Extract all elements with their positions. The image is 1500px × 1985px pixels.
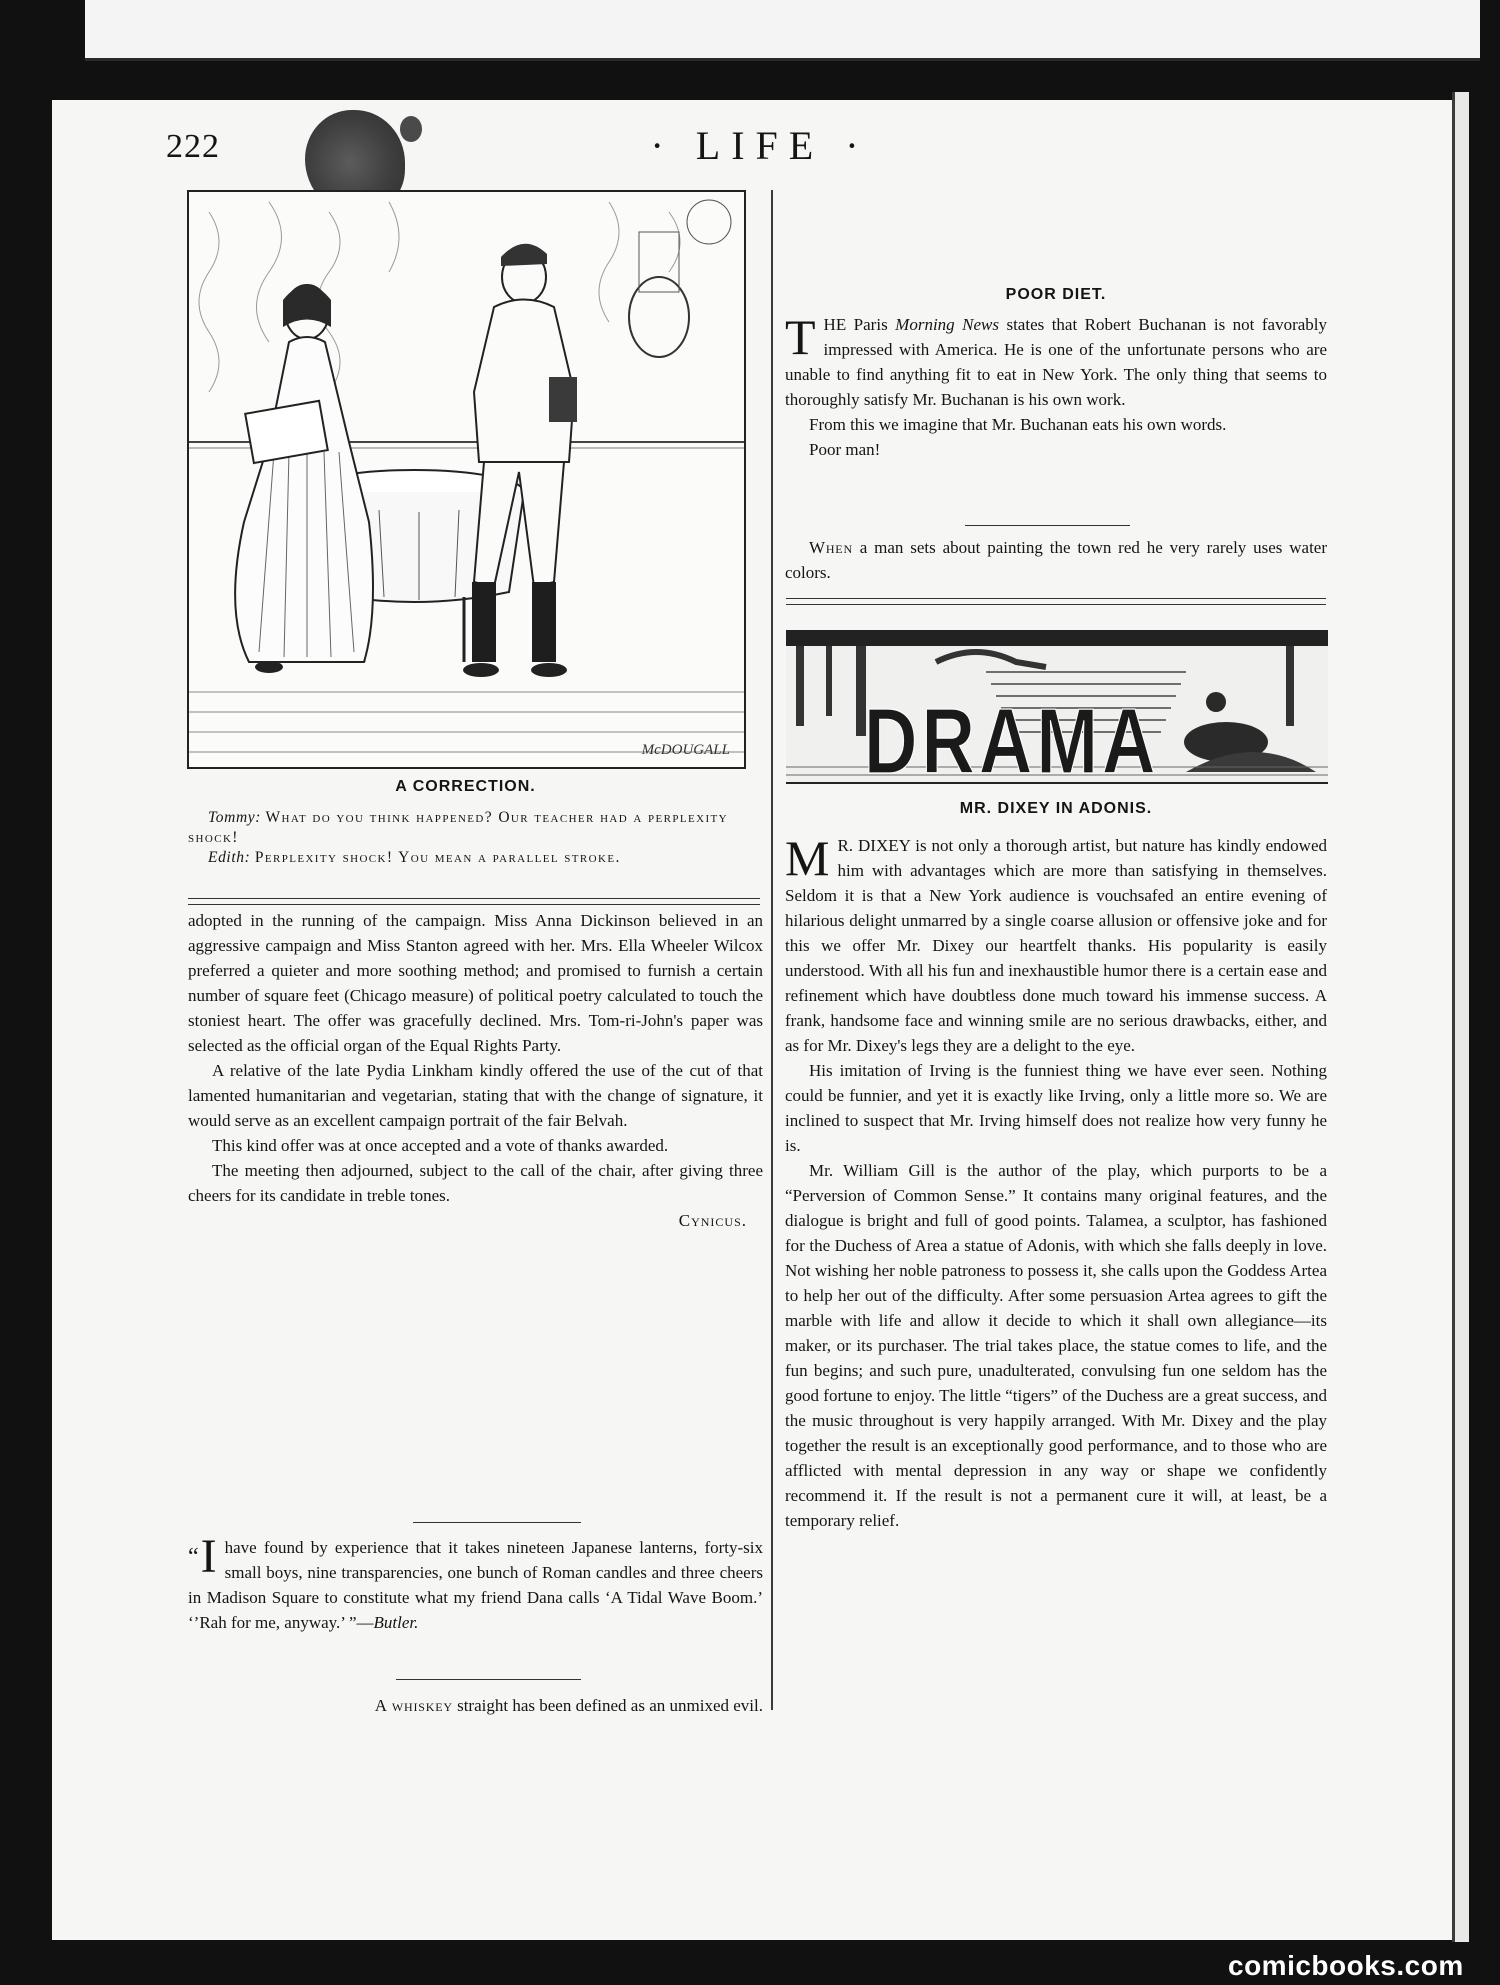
adonis-paragraph: His imitation of Irving is the funniest thing we have ever seen. Nothing could be funnier, and yet it is exactly like Irving, only a little more so. We are inclined to suspect that Mr. Irving himself does not realize how very funny he is. [785,1061,1327,1155]
adonis-paragraph: Mr. William Gill is the author of the play, which purports to be a “Perversion of Common Sense.” It contains many original features, and the dialogue is bright and full of good points. Talamea, a sculptor, has fashioned for the Duchess of Area a statue of Adonis, with which she falls deeply in love. Not wishing her noble patroness to possess it, she calls upon the Goddess Artea to help her out of the difficulty. After some persuasion Artea agrees to gift the marble with life and allow it decide to which it shall own allegiance—its maker, or its purchaser. The trial takes place, the statue comes to life, and the fun begins; and such pure, unadulterated, convulsing fun one seldom has the good fortune to enjoy. The little “tigers” of the Duchess are a great success, and the music throughout is very happily arranged. With Mr. Dixey and the play together the result is an exceptionally good performance, and to those who are afflicted with mental depression in any way or shape we confidently recommend it. If the result is not a permanent cure it will, at least, be a temporary relief. [785,1161,1327,1530]
section-divider [786,598,1326,605]
butler-attribution: Butler. [373,1613,419,1632]
poor-diet-text-b: states that Robert Buchanan is not favorably impressed with America. He is one of the unfortunate persons who are unable to find anything fit to eat in New York. The only thing that seems to thoroughly satisfy Mr. Buchanan is his own work. [785,315,1328,409]
adonis-title: MR. DIXEY IN ADONIS. [959,800,1153,817]
cartoon-dialog [188,808,743,868]
newspaper-name: Morning News [895,315,999,334]
poor-diet-dropcap: T [785,309,816,365]
page-edge [1452,92,1469,1942]
short-divider [413,1522,581,1523]
column-divider [771,190,773,1710]
ink-stain-drop [400,116,422,142]
when-text: a man sets about painting the town red he very rarely uses water colors. [785,538,1327,582]
dialog-line-tommy [188,808,743,848]
article-paragraph: This kind offer was at once accepted and a vote of thanks awarded. [212,1136,669,1155]
butler-text: have found by experience that it takes nineteen Japanese lanterns, forty-six small boys, nine transparencies, one bunch of Roman candles and three cheers in Madison Square to constitute what my friend Dana calls ‘A Tidal Wave Boom.’ ‘’Rah for me, anyway.’ ”— [188,1538,763,1632]
when-lead: When [809,538,853,557]
adonis-dropcap: M [785,830,830,886]
article-paragraph: The meeting then adjourned, subject to the call of the chair, after giving three cheers for its candidate in treble tones. [188,1161,763,1205]
site-watermark: comicbooks.com [1228,1950,1464,1981]
short-divider [396,1679,581,1680]
butler-quote [188,1530,763,1635]
article-paragraph: A relative of the late Pydia Linkham kindly offered the use of the cut of that lamented humanitarian and vegetarian, stating that with the change of signature, it would serve as an excellent campaign portrait of the fair Belvah. [188,1061,763,1130]
cartoon-illustration [187,190,746,769]
cartoon-drawing [189,192,744,767]
poor-diet-paragraph: Poor man! [809,440,881,459]
dialog-text-tommy: What do you think happened? Our teacher had a perplexity shock! [188,809,728,846]
butler-dropcap: “I [188,1530,217,1583]
adonis-paragraph: R. DIXEY is not only a thorough artist, but nature has kindly endowed him with advantages which are more than satisfying in themselves. Seldom it is that a New York audience is vouchsafed an entire evening of hilarious delight unmarred by a single coarse allusion or offensive joke and for this we offer Mr. Dixey our heartfelt thanks. His popularity is easily understood. With all his fun and inexhaustible humor there is a certain ease and refinement which have doubtless done much toward his immense success. A frank, handsome face and winning smile are no serious drawbacks, either, and as for Mr. Dixey's legs they are a delight to the eye. [785,836,1327,1055]
campaign-article [188,908,763,1233]
whiskey-quip [188,1693,763,1718]
dialog-text-edith: Perplexity shock! You mean a parallel stroke. [254,849,621,866]
poor-diet-text-a: HE Paris [823,315,888,334]
poor-diet-paragraph: From this we imagine that Mr. Buchanan eats his own words. [809,415,1227,434]
speaker-tommy: Tommy: [208,809,261,826]
short-divider [965,525,1130,526]
whiskey-text: straight has been defined as an unmixed evil. [457,1696,763,1715]
drama-banner [786,630,1328,784]
previous-page-edge [85,0,1480,61]
dialog-line-edith [188,848,743,868]
poor-diet-title: POOR DIET. [1005,286,1107,303]
masthead: · LIFE · [650,123,870,168]
adonis-review [785,830,1327,1533]
when-quip [785,535,1327,585]
speaker-edith: Edith: [208,849,251,866]
page-number: 222 [166,128,220,165]
section-divider [188,898,760,905]
whiskey-lead: A whiskey [374,1696,453,1715]
drama-lettering: DRAMA [864,689,1160,784]
article-signature: Cynicus. [678,1211,747,1230]
poor-diet-article [785,309,1328,462]
cartoon-title: A CORRECTION. [395,778,536,795]
article-paragraph: adopted in the running of the campaign. Miss Anna Dickinson believed in an aggressive campaign and Miss Stanton agreed with her. Mrs. Ella Wheeler Wilcox preferred a quieter and more soothing method; and promised to furnish a certain number of square feet (Chicago measure) of political poetry calculated to touch the stoniest heart. The offer was gracefully declined. Mrs. Tom-ri-John's paper was selected as the official organ of the Equal Rights Party. [188,911,763,1055]
illustrator-signature: McDOUGALL [641,742,730,758]
